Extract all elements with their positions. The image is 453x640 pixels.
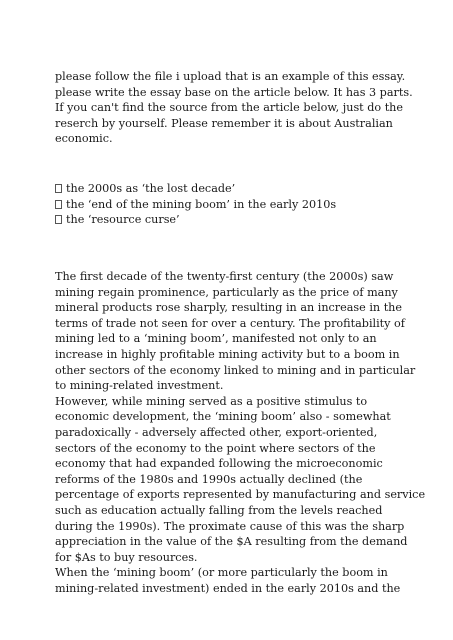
intro-line: economic.: [55, 132, 113, 146]
article-line: reforms of the 1980s and 1990s actually declined (the: [55, 472, 363, 486]
article-body: [55, 269, 426, 596]
article-line: mining-related investment) ended in the early 2010s and the: [55, 581, 401, 595]
article-line: during the 1990s). The proximate cause of this was the sharp: [55, 519, 405, 533]
article-line: for $As to buy resources.: [55, 550, 198, 564]
list-item: [55, 212, 400, 228]
intro-line: please follow the file i upload that is an example of this essay.: [55, 70, 406, 83]
list-item: [55, 197, 400, 213]
article-line: other sectors of the economy linked to mining and in particular: [55, 363, 416, 377]
intro-line: please write the essay base on the article below. It has 3 parts.: [55, 85, 413, 99]
intro-line: If you can't find the source from the article below, just do the: [55, 101, 404, 115]
article-line: percentage of exports represented by manufacturing and service: [55, 488, 426, 502]
intro-line: reserch by yourself. Please remember it is about Australian: [55, 116, 393, 130]
article-line: economy that had expanded following the microeconomic: [55, 457, 383, 471]
list-item: [55, 181, 400, 197]
article-line: mining led to a ‘mining boom’, manifested not only to an: [55, 332, 377, 346]
article-line: economic development, the ‘mining boom’ also - somewhat: [55, 410, 391, 424]
article-line: mining regain prominence, particularly as the price of many: [55, 285, 398, 299]
article-line: increase in highly profitable mining activity but to a boom in: [55, 347, 400, 361]
bullet-icon: [55, 215, 62, 224]
article-line: appreciation in the value of the $A resulting from the demand: [55, 535, 408, 549]
article-line: paradoxically - adversely affected other, export-oriented,: [55, 425, 378, 439]
article-line: terms of trade not seen for over a century. The profitability of: [55, 316, 405, 330]
article-line: sectors of the economy to the point where sectors of the: [55, 441, 376, 455]
list-item-text: the 2000s as ‘the lost decade’: [66, 182, 236, 195]
intro-paragraph: [55, 69, 413, 147]
bullet-icon: [55, 184, 62, 193]
article-line: mineral products rose sharply, resulting in an increase in the: [55, 301, 403, 315]
list-item-text: the ‘resource curse’: [66, 213, 180, 227]
list-item-text: the ‘end of the mining boom’ in the early 2010s: [66, 197, 337, 211]
bullet-icon: [55, 200, 62, 209]
article-line: When the ‘mining boom’ (or more particularly the boom in: [55, 566, 388, 580]
article-line: The first decade of the twenty-first century (the 2000s) saw: [55, 270, 394, 283]
article-line: However, while mining served as a positive stimulus to: [55, 394, 368, 408]
article-line: such as education actually falling from the levels reached: [55, 503, 383, 517]
parts-list: [55, 181, 400, 228]
article-line: to mining-related investment.: [55, 379, 224, 393]
